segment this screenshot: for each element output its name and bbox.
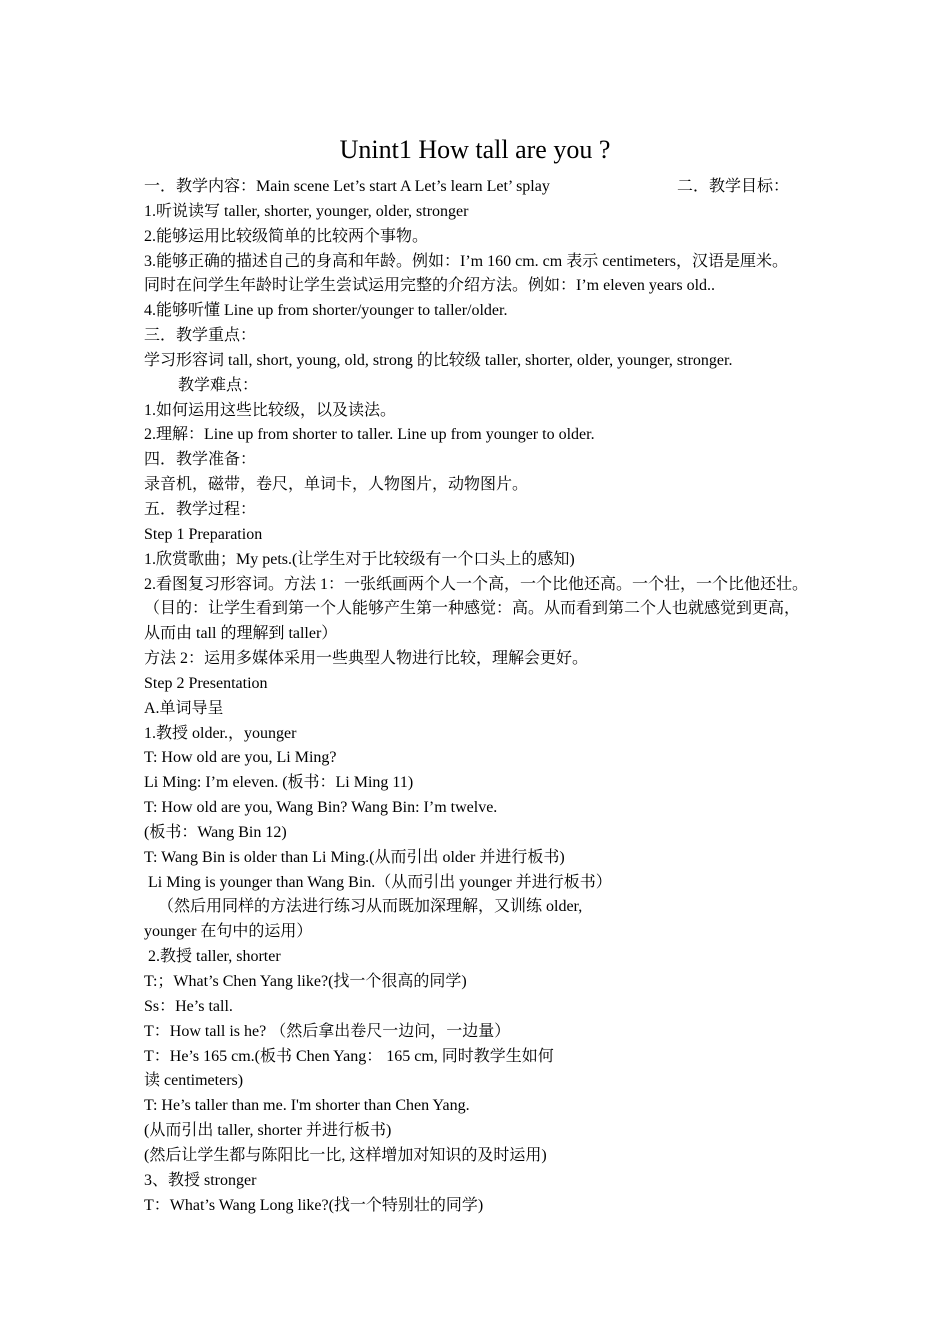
text-line: Ss：He’s tall.: [144, 997, 233, 1015]
section-heading: 三．教学重点：: [144, 327, 257, 345]
text-line: (从而引出 taller, shorter 并进行板书): [144, 1122, 392, 1140]
text-line: T:；What’s Chen Yang like?(找一个很高的同学): [144, 973, 467, 990]
text-line: (然后让学生都与陈阳比一比, 这样增加对知识的及时运用): [144, 1146, 547, 1164]
text-line: 2.能够运用比较级简单的比较两个事物。: [144, 227, 429, 245]
text-line: Li Ming: I’m eleven. (板书：Li Ming 11): [144, 774, 414, 792]
text-line: 3、教授 stronger: [144, 1171, 257, 1189]
document-title: Unint1 How tall are you ?: [339, 135, 611, 164]
text-line: 读 centimeters): [144, 1072, 244, 1090]
text-line: 2.看图复习形容词。方法 1：一张纸画两个人一个高，一个比他还高。一个壮，一个比他还壮。: [144, 575, 809, 593]
text-line: T: How old are you, Wang Bin? Wang Bin: I’m twelve.: [144, 799, 498, 817]
text-line: 从而由 tall 的理解到 taller）: [144, 625, 338, 643]
text-line: Li Ming is younger than Wang Bin.（从而引出 younger 并进行板书）: [148, 873, 612, 891]
section-heading: 五．教学过程：: [144, 500, 257, 518]
text-line: 学习形容词 tall, short, young, old, strong 的比较级 taller, shorter, older, younger, stronger.: [144, 351, 733, 369]
text-line: T: How old are you, Li Ming?: [144, 749, 337, 767]
text-line: (板书：Wang Bin 12): [144, 823, 287, 841]
text-line: A.单词导呈: [144, 699, 224, 717]
text-line: T: He’s taller than me. I'm shorter than Chen Yang.: [144, 1097, 470, 1115]
step-heading: Step 1 Preparation: [144, 525, 263, 543]
text-line: 2.教授 taller, shorter: [148, 948, 281, 966]
section-heading: 教学难点：: [178, 376, 259, 394]
text-line: 2.理解：Line up from shorter to taller. Line up from younger to older.: [144, 426, 595, 444]
teaching-goals-heading: 二．教学目标：: [676, 178, 789, 195]
text-line: T：How tall is he? （然后拿出卷尺一边问，一边量）: [144, 1022, 511, 1040]
header-line: [144, 175, 789, 200]
text-line: 1.如何运用这些比较级，以及读法。: [144, 401, 397, 419]
text-line: younger 在句中的运用）: [144, 923, 313, 941]
text-line: 1.教授 older.，younger: [144, 724, 297, 742]
text-line: 1.欣赏歌曲；My pets.(让学生对于比较级有一个口头上的感知): [144, 550, 575, 568]
text-line: 方法 2：运用多媒体采用一些典型人物进行比较，理解会更好。: [144, 650, 589, 668]
teaching-content-heading: 一．教学内容：Main scene Let’s start A Let’s learn Let’ splay: [144, 178, 550, 195]
document-body: [144, 175, 824, 1218]
step-heading: Step 2 Presentation: [144, 674, 268, 692]
text-line: T: Wang Bin is older than Li Ming.(从而引出 older 并进行板书): [144, 848, 565, 866]
text-line: 4.能够听懂 Line up from shorter/younger to taller/older.: [144, 302, 508, 320]
section-heading: 四．教学准备：: [144, 451, 257, 469]
text-line: 3.能够正确的描述自己的身高和年龄。例如：I’m 160 cm. cm 表示 centimeters，汉语是厘米。: [144, 252, 788, 270]
text-line: 同时在问学生年龄时让学生尝试运用完整的介绍方法。例如：I’m eleven years old..: [144, 277, 716, 295]
text-line: T：What’s Wang Long like?(找一个特别壮的同学): [144, 1196, 484, 1214]
text-line: 1.听说读写 taller, shorter, younger, older, stronger: [144, 202, 469, 220]
text-line: （然后用同样的方法进行练习从而既加深理解，又训练 older,: [158, 898, 583, 916]
text-line: 录音机，磁带，卷尺，单词卡，人物图片，动物图片。: [144, 476, 529, 494]
text-line: （目的：让学生看到第一个人能够产生第一种感觉：高。从而看到第二个人也就感觉到更高，: [144, 600, 801, 618]
text-line: T：He’s 165 cm.(板书 Chen Yang： 165 cm, 同时教学生如何: [144, 1047, 554, 1065]
